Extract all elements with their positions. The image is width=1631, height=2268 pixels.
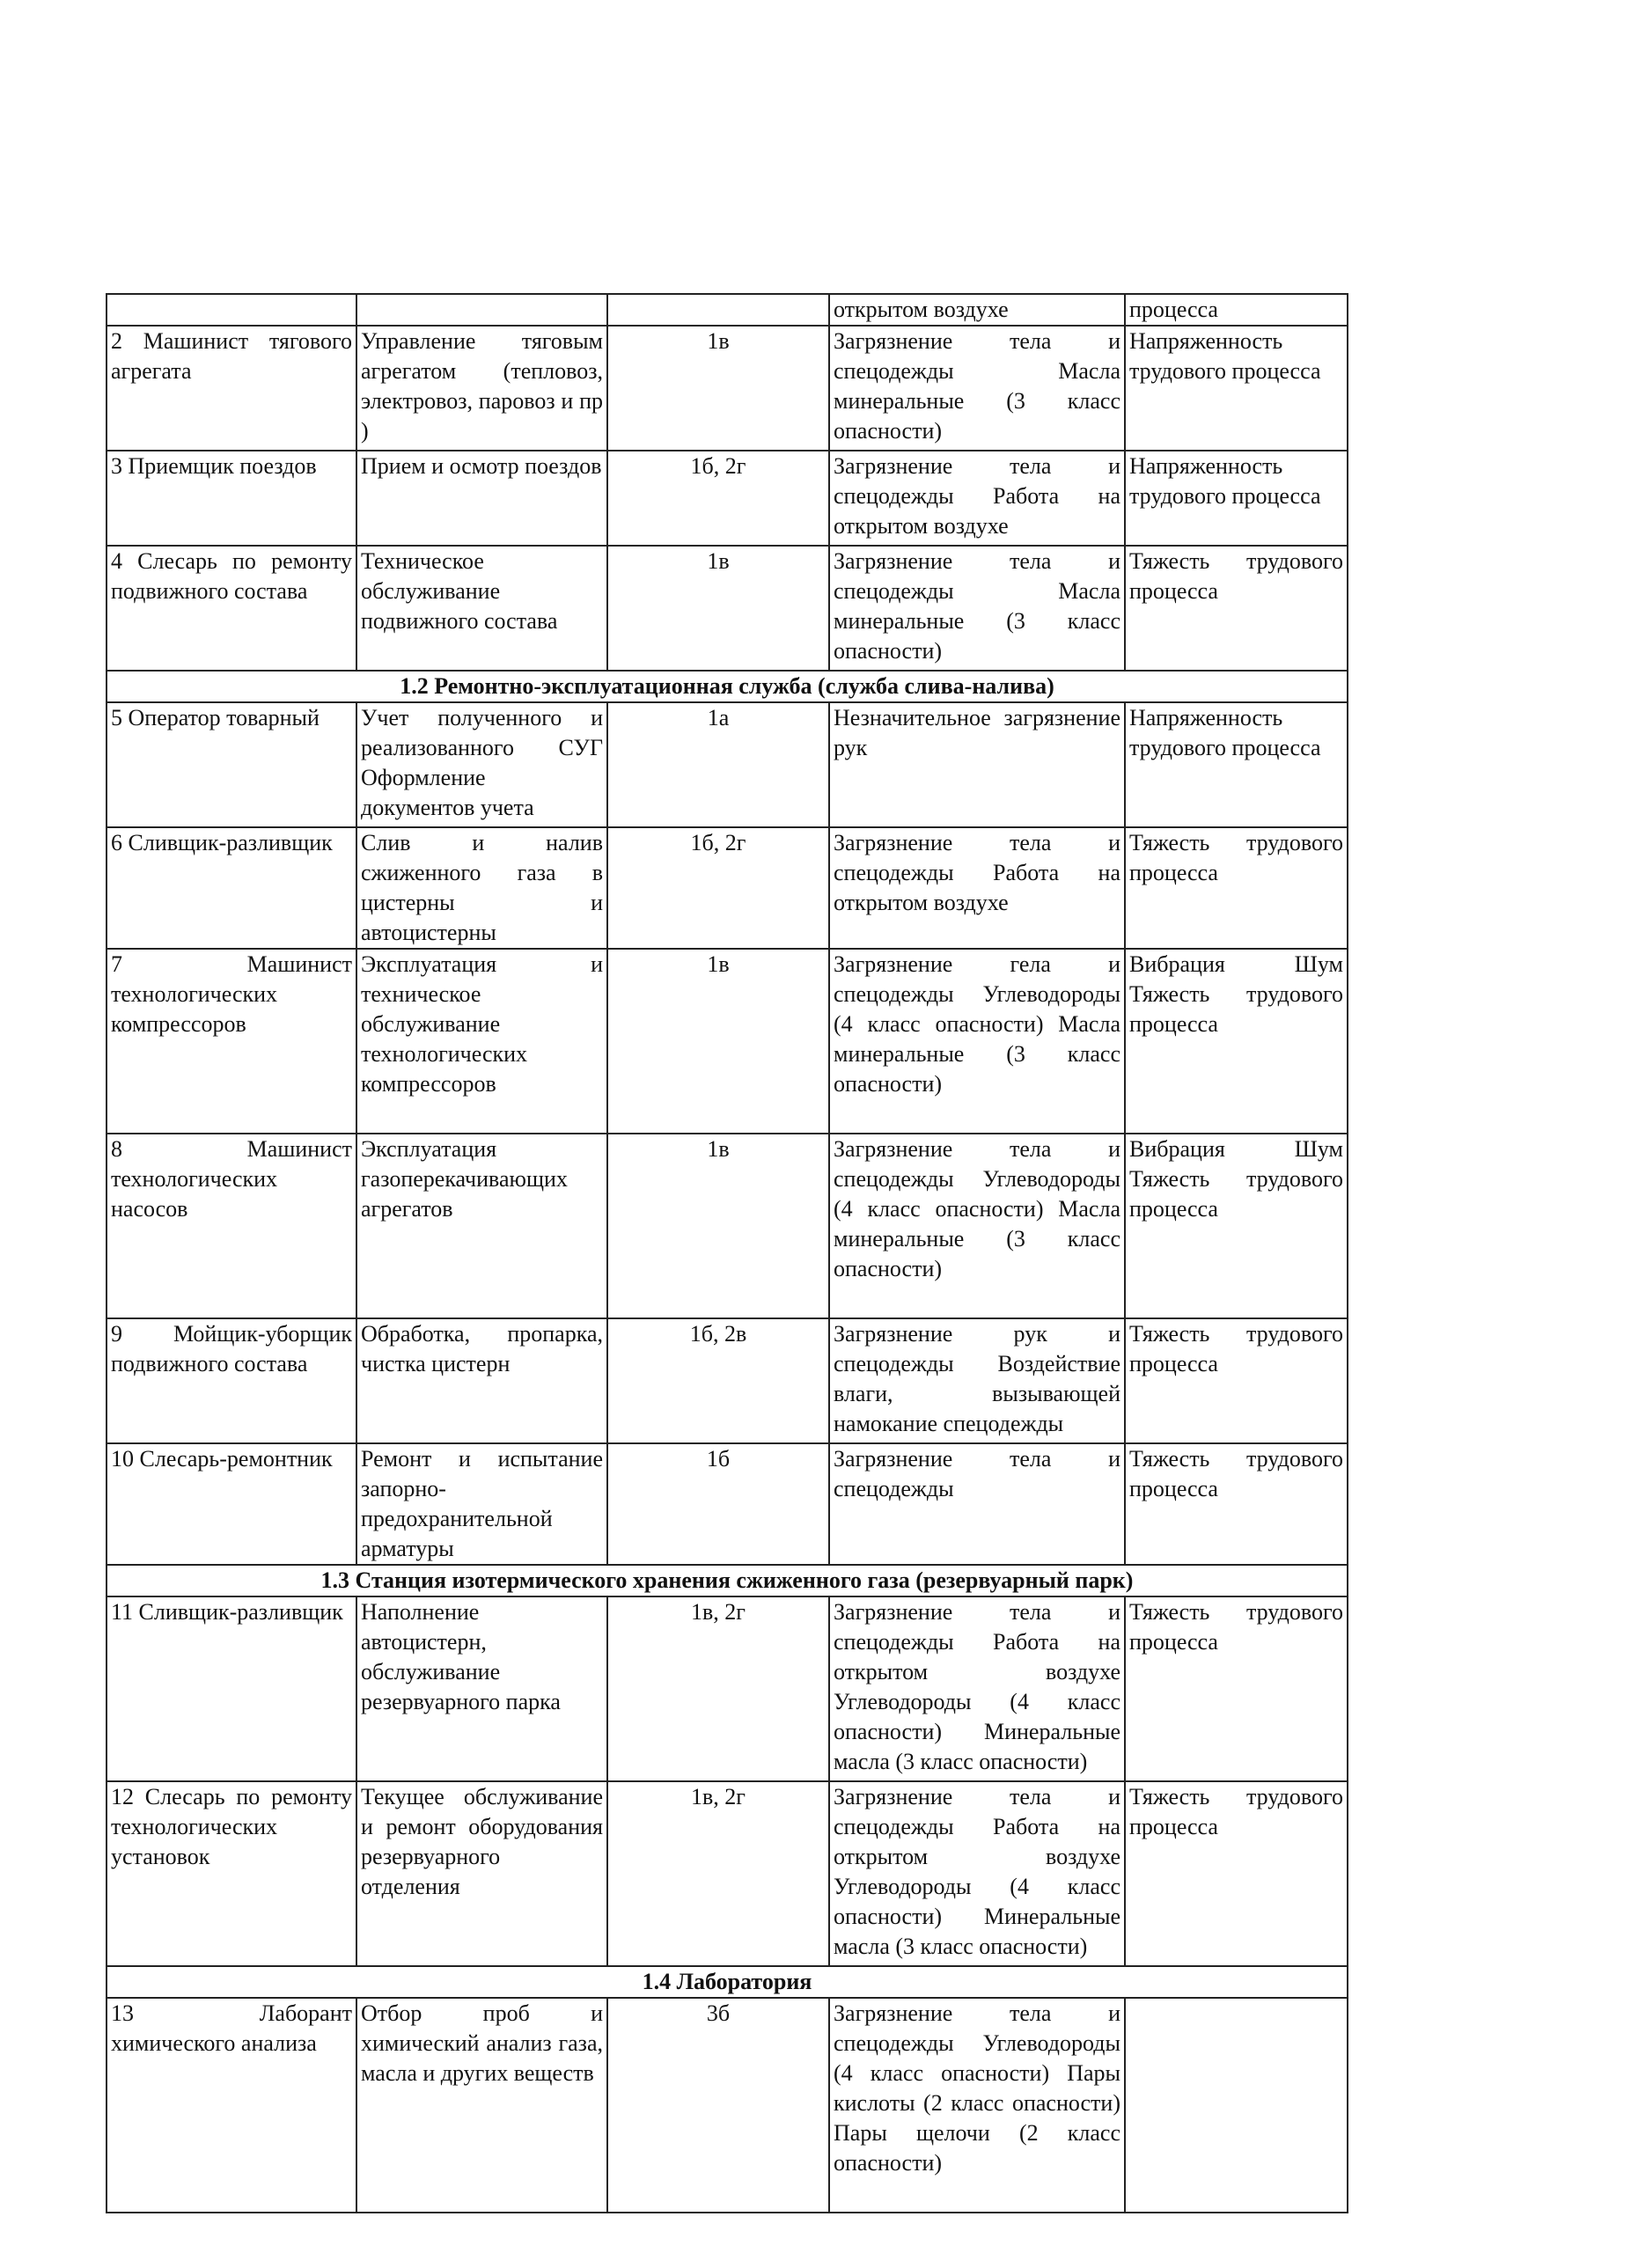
- factors-cell: Загрязнение тела и спецодежды Углеводороды (4 класс опасности) Масла минеральные (3 класс опасности): [829, 1134, 1125, 1318]
- class-cell: 1в: [607, 326, 829, 451]
- class-cell: [607, 294, 829, 326]
- work-cell: Управление тяговым агрегатом (тепловоз, электровоз, паровоз и пр ): [356, 326, 607, 451]
- class-cell: 1б, 2г: [607, 451, 829, 546]
- work-cell: Текущее обслуживание и ремонт оборудования резервуарного отделения: [356, 1781, 607, 1966]
- worker-cell: 2 Машинист тягового агрегата: [107, 326, 356, 451]
- table-row: [107, 949, 1348, 1134]
- section-header-row: [107, 1966, 1348, 1998]
- worker-cell: 5 Оператор товарный: [107, 702, 356, 827]
- loads-cell: Тяжесть трудового процесса: [1125, 546, 1348, 671]
- work-cell: Отбор проб и химический анализ газа, масла и других веществ: [356, 1998, 607, 2213]
- worker-cell: 9 Мойщик-уборщик подвижного состава: [107, 1318, 356, 1443]
- factors-cell: Загрязнение тела и спецодежды Углеводороды (4 класс опасности) Пары кислоты (2 класс опасности) Пары щелочи (2 класс опасности): [829, 1998, 1125, 2213]
- table-row: [107, 1318, 1348, 1443]
- factors-cell: Загрязнение тела и спецодежды Работа на открытом воздухе Углеводороды (4 класс опасности) Минеральные масла (3 класс опасности): [829, 1781, 1125, 1966]
- work-cell: Учет полученного и реализованного СУГ Оформление документов учета: [356, 702, 607, 827]
- loads-cell: Тяжесть трудового процесса: [1125, 1443, 1348, 1565]
- work-cell: [356, 294, 607, 326]
- table-row: [107, 326, 1348, 451]
- loads-cell: Вибрация Шум Тяжесть трудового процесса: [1125, 1134, 1348, 1318]
- table-body: [107, 294, 1348, 2213]
- table-row: [107, 546, 1348, 671]
- worker-cell: 10 Слесарь-ремонтник: [107, 1443, 356, 1565]
- factors-cell: Загрязнение тела и спецодежды Работа на открытом воздухе: [829, 451, 1125, 546]
- class-cell: 1в: [607, 546, 829, 671]
- worker-cell: 7 Машинист технологических компрессоров: [107, 949, 356, 1134]
- section-title: 1.4 Лаборатория: [107, 1966, 1348, 1998]
- worker-cell: [107, 294, 356, 326]
- factors-cell: Загрязнение тела и спецодежды Работа на открытом воздухе: [829, 827, 1125, 949]
- factors-cell: Незначительное загрязнение рук: [829, 702, 1125, 827]
- work-cell: Обработка, пропарка, чистка цистерн: [356, 1318, 607, 1443]
- loads-cell: Вибрация Шум Тяжесть трудового процесса: [1125, 949, 1348, 1134]
- loads-cell: Тяжесть трудового процесса: [1125, 827, 1348, 949]
- factors-cell: открытом воздухе: [829, 294, 1125, 326]
- factors-cell: Загрязнение рук и спецодежды Воздействие влаги, вызывающей намокание спецодежды: [829, 1318, 1125, 1443]
- class-cell: 1в, 2г: [607, 1596, 829, 1781]
- table-row: [107, 1998, 1348, 2213]
- work-cell: Наполнение автоцистерн, обслуживание резервуарного парка: [356, 1596, 607, 1781]
- loads-cell: Напряженность трудового процесса: [1125, 326, 1348, 451]
- work-cell: Слив и налив сжиженного газа в цистерны и автоцистерны: [356, 827, 607, 949]
- worker-cell: 6 Сливщик-разливщик: [107, 827, 356, 949]
- table-row: [107, 1781, 1348, 1966]
- loads-cell: Тяжесть трудового процесса: [1125, 1596, 1348, 1781]
- table-row: [107, 1596, 1348, 1781]
- table-row: [107, 827, 1348, 949]
- class-cell: 1в: [607, 1134, 829, 1318]
- worker-cell: 12 Слесарь по ремонту технологических установок: [107, 1781, 356, 1966]
- table-row: [107, 1134, 1348, 1318]
- work-cell: Прием и осмотр поездов: [356, 451, 607, 546]
- worker-cell: 4 Слесарь по ремонту подвижного состава: [107, 546, 356, 671]
- loads-cell: Тяжесть трудового процесса: [1125, 1781, 1348, 1966]
- class-cell: 1б: [607, 1443, 829, 1565]
- worker-cell: 13 Лаборант химического анализа: [107, 1998, 356, 2213]
- work-cell: Эксплуатация и техническое обслуживание технологических компрессоров: [356, 949, 607, 1134]
- work-cell: Техническое обслуживание подвижного состава: [356, 546, 607, 671]
- factors-cell: Загрязнение тела и спецодежды Работа на открытом воздухе Углеводороды (4 класс опасности) Минеральные масла (3 класс опасности): [829, 1596, 1125, 1781]
- class-cell: 1в: [607, 949, 829, 1134]
- worker-cell: 11 Сливщик-разливщик: [107, 1596, 356, 1781]
- factors-cell: Загрязнение тела и спецодежды Масла минеральные (3 класс опасности): [829, 546, 1125, 671]
- class-cell: 1б, 2г: [607, 827, 829, 949]
- worker-cell: 3 Приемщик поездов: [107, 451, 356, 546]
- loads-cell: [1125, 1998, 1348, 2213]
- loads-cell: Напряженность трудового процесса: [1125, 451, 1348, 546]
- worker-cell: 8 Машинист технологических насосов: [107, 1134, 356, 1318]
- loads-cell: Тяжесть трудового процесса: [1125, 1318, 1348, 1443]
- table-row: [107, 1443, 1348, 1565]
- class-cell: 1в, 2г: [607, 1781, 829, 1966]
- factors-cell: Загрязнение тела и спецодежды: [829, 1443, 1125, 1565]
- factors-cell: Загрязнение тела и спецодежды Масла минеральные (3 класс опасности): [829, 326, 1125, 451]
- section-title: 1.3 Станция изотермического хранения сжиженного газа (резервуарный парк): [107, 1565, 1348, 1596]
- table-row: [107, 451, 1348, 546]
- section-header-row: [107, 671, 1348, 702]
- section-header-row: [107, 1565, 1348, 1596]
- work-cell: Ремонт и испытание запорно-предохранительной арматуры: [356, 1443, 607, 1565]
- factors-cell: Загрязнение гела и спецодежды Углеводороды (4 класс опасности) Масла минеральные (3 класс опасности): [829, 949, 1125, 1134]
- class-cell: 1б, 2в: [607, 1318, 829, 1443]
- loads-cell: процесса: [1125, 294, 1348, 326]
- table-row: [107, 702, 1348, 827]
- section-title: 1.2 Ремонтно-эксплуатационная служба (служба слива-налива): [107, 671, 1348, 702]
- class-cell: 1а: [607, 702, 829, 827]
- hazard-table: [106, 293, 1348, 2213]
- class-cell: 3б: [607, 1998, 829, 2213]
- loads-cell: Напряженность трудового процесса: [1125, 702, 1348, 827]
- work-cell: Эксплуатация газоперекачивающих агрегатов: [356, 1134, 607, 1318]
- table-row: [107, 294, 1348, 326]
